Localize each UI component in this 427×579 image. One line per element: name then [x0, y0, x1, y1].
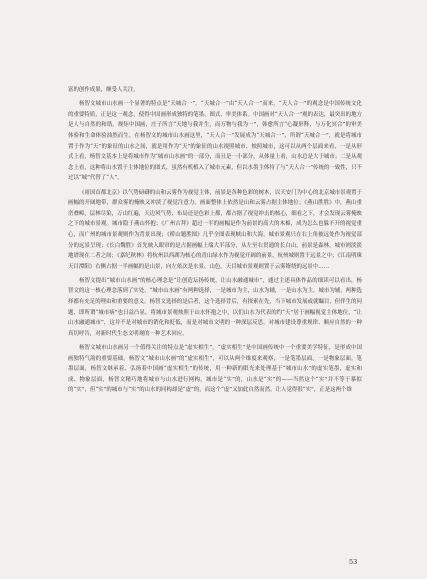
- paragraph-5: 杨智文城市山水画另一个值得关注的特点是“虚实相生”。“虚实相生”是中国画传统中一个重要美学特征，是形成中国画独特气韵的重要基础。杨智文“城市山水画”的“虚实相生”，可以从两个维度来观察，一是笔墨层面，一是物象层面。笔墨层面，杨智文继承着、弘扬着中国画“虚实相生”的传统，用一种新的眼光来处理基于“城市山水”的虚实笔墨，虚实和成、物象层面，杨智文精巧地将城市与山水进行网构，城市是“实”的，山水是“实”的——当然这个“实”并不等于摹拟的“实”，但“实”的城市与“实”的山水的同构却是“虚”的，而这个“虚”又加此自然而然，让人觉得很“实”，正是这两个维: [68, 345, 362, 394]
- paragraph-1: 富的创作成果，颇受人关注。: [68, 87, 139, 93]
- paragraph-4: 杨智文提出“城市山水画”的核心理念是“让创造坛扬传统，让山水融通城市”，通过主述具体作品的细读可以看出，杨智文的这一核心理念落到了实处。“城市山水画”有两种选择，一是城市为主，山水为辅，一是山水为主，城市为辅，两种选择都有充足的理由和重要的意义。杨智文选择的是后者，这个选择背后，有探索在先，当下城市发展或就瞩目，但伴生的问题，即所谓“城市病”也日益凸显，将城市景观烛照于山水怀抱之中，以们山水为代表的约“天”居于画幅视觉主体地位，“让山水融通城市”，这并不是对城市的销化和贬低，而是对城市文明的一种深层反思，对城市建设尊重规律、顺应自然的一种真切呼告，对新时代生态文明观的一种艺术回应。: [68, 277, 362, 337]
- paragraph-2: 杨智文城市山水画一个显著的特点是“天城合一”。“天城合一”由“天人合一”而来。“天人合一”的观念是中国传统文化的重要特质，正是这一观念，使得中国画形成独特的笔墨、图式、审美体系。中国画对“天人合一”观的表达，最突出的地方是人与自然的和谐，规矩中国画，庄子所言“天地与我并生，而万物与我为一”，韩愈所言“心凝形释，与万化冥合”的审美体验和生命体验油然而生。在杨智文的城市山水画这里，“天人合一”发展成为“天城合一”，所谓“天城合一”，就是将城市置于作为“天”的象征的山水之间，就是用作为“天”的象征的山水视照城市、烛照城市，这可以从两个层面来看，一是从形式上看，杨智文基本上是将城市作为“城市山水画”的一部分，而且是一小部分，从体量上看，山水总是大于城市；二是从观念上看，这种将山水置于主体地位的图式，虽然有机植入了城市元素，但以水墨主体持了与“天人合一”传统的一致性，只不过以“城”代替了“人”。: [68, 101, 362, 182]
- page-number: 53: [349, 558, 358, 566]
- paragraph-3: 《祖国首都北京》以气势磅礴的山和云雾作为视觉主体，前景是各种色彩的树木，以天安门为中心的北京城市景观置于画幅的开阔地带，群众雾的掩映又冲淡了视觉注意力。画面整体上依然是山和云雾占据主体地位；《燕山胜胜》中，燕山重峦叠嶂，层林尽染，万山红遍，天边风气势，布局还是色彩上都，都占据了视觉冲击的核心，细看之下，才会发现云雾掩映之下的城市景观。城市隐于燕山怀抱；《广州古拜》超过一半的画幅是作为前景的高大的木棉，成为怎么也躲不开的视觉重心，而广州的城市景观则作为背景出现；《桥山题胜图》几乎全图表现峡山和大海，城市景观只在右上角被远处作为视觉部分的远景呈现；《长白魏胜》首先映入眼帘的是占据画幅上端大半部分，从左至右贯通的长白山，前景是森林，城市则淡淡地谱现在二者之间；《嘉纪秋林》将杭州以西湖为核心的青山绿水作为视觉开阔的前景，杭州城则置于远景之中；《江南明珠天目潭阳》右侧占据一半画幅的是山景，向左依次是水景、山色。天目城市景观则置于云雾缭绕的远景中……: [68, 189, 362, 270]
- body-text: [68, 85, 362, 400]
